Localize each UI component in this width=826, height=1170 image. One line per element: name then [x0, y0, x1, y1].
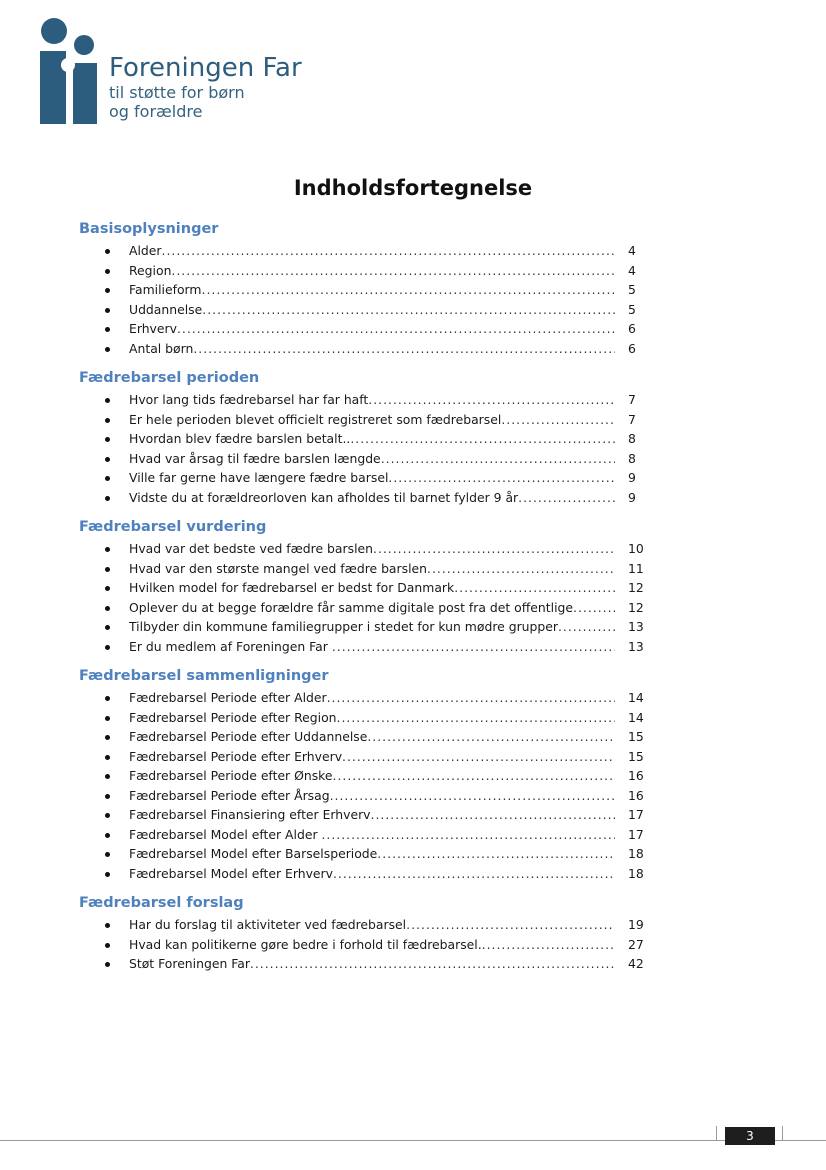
toc-section [79, 517, 659, 656]
toc-section-heading[interactable]: Fædrebarsel perioden [79, 370, 260, 386]
toc-entry-page-number: 14 [628, 690, 644, 705]
toc-entry-page-number: 4 [628, 262, 636, 278]
toc-entry-page-number: 14 [628, 709, 644, 725]
toc-entry[interactable] [79, 300, 659, 320]
toc-entry-title[interactable]: Familieform ..... [129, 280, 615, 300]
toc-entry[interactable] [79, 915, 659, 935]
toc-entry-title[interactable]: Fædrebarsel Model efter Barselsperiode ..... [129, 844, 615, 864]
bullet-icon [105, 496, 110, 501]
toc-entry-page-number: 17 [628, 826, 644, 842]
footer-divider-right [782, 1126, 783, 1140]
toc-entry-title[interactable]: Hvad kan politikerne gøre bedre i forhold til fædrebarsel. ..... [129, 935, 615, 955]
bullet-icon [105, 457, 110, 462]
toc-entry-page-number: 8 [628, 431, 636, 446]
bullet-icon [105, 755, 110, 760]
bullet-icon [105, 476, 110, 481]
toc-section-heading[interactable]: Fædrebarsel sammenligninger [79, 668, 329, 684]
toc-entry-title[interactable]: Hvor lang tids fædrebarsel har far haft ..... [129, 390, 615, 410]
toc-entry-title[interactable]: Støt Foreningen Far ..... [129, 954, 615, 974]
logo-figure-icon [38, 18, 102, 124]
bullet-icon [105, 547, 110, 552]
toc-entry[interactable] [79, 319, 659, 339]
toc-entry-title[interactable]: Ville far gerne have længere fædre barsel ..... [129, 468, 615, 488]
bullet-icon [105, 249, 110, 254]
toc-entry[interactable] [79, 766, 659, 786]
toc-entry[interactable] [79, 954, 659, 974]
toc-entry-page-number: 16 [628, 787, 644, 803]
toc-entry-title[interactable]: Fædrebarsel Periode efter Uddannelse ..... [129, 727, 615, 747]
toc-entry[interactable] [79, 241, 659, 261]
toc-entry-title[interactable]: Region ..... [129, 261, 615, 281]
footer-line [0, 1140, 826, 1141]
bullet-icon [105, 833, 110, 838]
toc-entry-page-number: 15 [628, 748, 644, 764]
bullet-icon [105, 872, 110, 877]
footer-divider-left [716, 1126, 717, 1140]
toc-entry[interactable] [79, 468, 659, 488]
toc-entry-title[interactable]: Alder ..... [129, 241, 615, 261]
toc-entry-title[interactable]: Fædrebarsel Periode efter Årsag ..... [129, 786, 615, 806]
bullet-icon [105, 794, 110, 799]
toc-entry[interactable] [79, 864, 659, 884]
toc-entry-page-number: 5 [628, 301, 636, 317]
bullet-icon [105, 437, 110, 442]
toc-entry[interactable] [79, 688, 659, 708]
toc-section [79, 368, 659, 507]
toc-entry[interactable] [79, 390, 659, 410]
toc-entry-title[interactable]: Hvad var det bedste ved fædre barslen ..... [129, 539, 615, 559]
bullet-icon [105, 813, 110, 818]
toc-entry-title[interactable]: Fædrebarsel Periode efter Erhverv ..... [129, 747, 615, 767]
toc-entry-page-number: 13 [628, 638, 644, 654]
toc-entry-title[interactable]: Hvordan blev fædre barslen betalt.. ..... [129, 429, 615, 449]
toc-entry-page-number: 10 [628, 541, 644, 556]
foreningen-far-logo [38, 18, 318, 128]
toc-entry-page-number: 4 [628, 243, 636, 258]
bullet-icon [105, 943, 110, 948]
toc-entry[interactable] [79, 617, 659, 637]
bullet-icon [105, 567, 110, 572]
toc-section-heading[interactable]: Fædrebarsel vurdering [79, 519, 267, 535]
bullet-icon [105, 347, 110, 352]
toc-entry-page-number: 12 [628, 599, 644, 615]
bullet-icon [105, 735, 110, 740]
toc-entry-title[interactable]: Erhverv ..... [129, 319, 615, 339]
toc-entry[interactable] [79, 539, 659, 559]
bullet-icon [105, 716, 110, 721]
toc-section-heading[interactable]: Fædrebarsel forslag [79, 895, 244, 911]
toc-entry-page-number: 13 [628, 619, 644, 634]
bullet-icon [105, 645, 110, 650]
toc-entry-page-number: 7 [628, 392, 636, 407]
toc-entry[interactable] [79, 708, 659, 728]
toc-entry[interactable] [79, 578, 659, 598]
bullet-icon [105, 625, 110, 630]
toc-entry[interactable] [79, 805, 659, 825]
toc-entry-page-number: 6 [628, 321, 636, 336]
toc-entry[interactable] [79, 449, 659, 469]
toc-entry-page-number: 9 [628, 489, 636, 505]
toc-entry-page-number: 7 [628, 411, 636, 427]
toc-entry[interactable] [79, 488, 659, 508]
toc-entry-page-number: 15 [628, 729, 644, 744]
toc-entry-title[interactable]: Hvilken model for fædrebarsel er bedst for Danmark ..... [129, 578, 615, 598]
bullet-icon [105, 774, 110, 779]
toc-entry-title[interactable]: Fædrebarsel Finansiering efter Erhverv ..... [129, 805, 615, 825]
toc-entry[interactable] [79, 339, 659, 359]
bullet-icon [105, 962, 110, 967]
bullet-icon [105, 586, 110, 591]
bullet-icon [105, 327, 110, 332]
toc-entry-page-number: 18 [628, 846, 644, 861]
logo-tagline-line-1: til støtte for børn [109, 83, 245, 102]
toc-entry[interactable] [79, 598, 659, 618]
table-of-contents [79, 219, 659, 984]
toc-entry-page-number: 9 [628, 470, 636, 485]
bullet-icon [105, 288, 110, 293]
toc-entry-title[interactable]: Antal børn ..... [129, 339, 615, 359]
toc-section-heading[interactable]: Basisoplysninger [79, 221, 219, 237]
toc-entry-title[interactable]: Tilbyder din kommune familiegrupper i stedet for kun mødre grupper ..... [129, 617, 615, 637]
toc-entry[interactable] [79, 410, 659, 430]
logo-name: Foreningen Far [109, 53, 302, 83]
toc-entry-page-number: 18 [628, 865, 644, 881]
toc-entry-page-number: 17 [628, 807, 644, 822]
toc-entry-title[interactable]: Vidste du at forældreorloven kan afholdes til barnet fylder 9 år ..... [129, 488, 615, 508]
toc-entry[interactable] [79, 844, 659, 864]
toc-entry[interactable] [79, 429, 659, 449]
bullet-icon [105, 308, 110, 313]
toc-entry-title[interactable]: Oplever du at begge forældre får samme digitale post fra det offentlige ..... [129, 598, 615, 618]
bullet-icon [105, 923, 110, 928]
bullet-icon [105, 696, 110, 701]
toc-entry[interactable] [79, 747, 659, 767]
toc-entry[interactable] [79, 280, 659, 300]
toc-entry[interactable] [79, 825, 659, 845]
toc-entry-title[interactable]: Fædrebarsel Model efter Erhverv ..... [129, 864, 615, 884]
toc-entry-title[interactable]: Fædrebarsel Periode efter Region ..... [129, 708, 615, 728]
toc-entry-page-number: 16 [628, 768, 644, 783]
bullet-icon [105, 269, 110, 274]
toc-entry[interactable] [79, 727, 659, 747]
toc-entry-title[interactable]: Uddannelse ..... [129, 300, 615, 320]
toc-entry-title[interactable]: Er hele perioden blevet officielt registreret som fædrebarsel ..... [129, 410, 615, 430]
toc-section [79, 219, 659, 358]
toc-entry-page-number: 6 [628, 340, 636, 356]
toc-entry-title[interactable]: Er du medlem af Foreningen Far ..... [129, 637, 615, 657]
toc-section [79, 666, 659, 883]
toc-entry-page-number: 11 [628, 560, 644, 576]
toc-entry-title[interactable]: Fædrebarsel Model efter Alder ..... [129, 825, 615, 845]
toc-entry-page-number: 8 [628, 450, 636, 466]
toc-entry-page-number: 42 [628, 956, 644, 971]
logo-tagline-line-2: og forældre [109, 102, 203, 121]
toc-entry-page-number: 27 [628, 936, 644, 952]
toc-entry-title[interactable]: Har du forslag til aktiviteter ved fædrebarsel ..... [129, 915, 615, 935]
toc-entry-page-number: 19 [628, 917, 644, 932]
toc-section [79, 893, 659, 974]
toc-entry[interactable] [79, 559, 659, 579]
toc-title: Indholdsfortegnelse [293, 176, 533, 200]
toc-entry[interactable] [79, 786, 659, 806]
toc-entry-title[interactable]: Hvad var årsag til fædre barslen længde ..... [129, 449, 615, 469]
toc-entry-page-number: 5 [628, 282, 636, 297]
bullet-icon [105, 398, 110, 403]
bullet-icon [105, 852, 110, 857]
page-number: 3 [725, 1127, 775, 1145]
toc-entry-title[interactable]: Hvad var den største mangel ved fædre barslen ..... [129, 559, 615, 579]
toc-entry-page-number: 12 [628, 580, 644, 595]
toc-entry-title[interactable]: Fædrebarsel Periode efter Ønske ..... [129, 766, 615, 786]
toc-entry[interactable] [79, 935, 659, 955]
toc-entry[interactable] [79, 261, 659, 281]
toc-entry[interactable] [79, 637, 659, 657]
toc-entry-title[interactable]: Fædrebarsel Periode efter Alder ..... [129, 688, 615, 708]
bullet-icon [105, 418, 110, 423]
bullet-icon [105, 606, 110, 611]
